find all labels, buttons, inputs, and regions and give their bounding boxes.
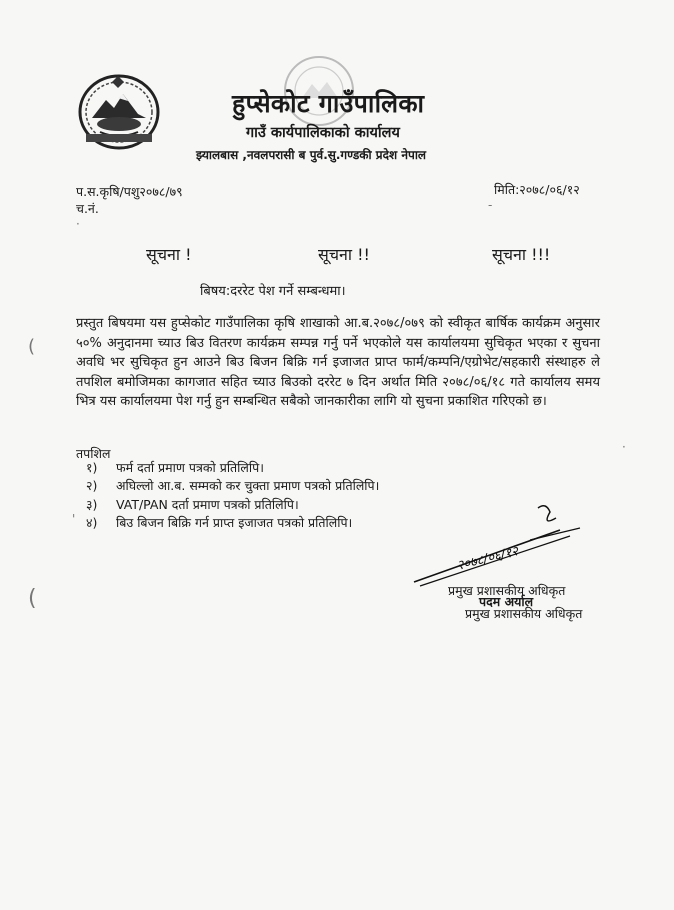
- attachments-heading: तपशिल: [76, 446, 111, 461]
- attachments-list: [86, 459, 379, 532]
- scan-dot: ·: [622, 440, 626, 454]
- dispatch-number: च.नं.: [76, 201, 99, 216]
- signatory-name: पदम अर्याल: [479, 594, 534, 609]
- signature-date: २०७८/०६/१२: [455, 544, 520, 574]
- subject-line: बिषय:दररेट पेश गर्ने सम्बन्धमा।: [200, 284, 346, 299]
- notice-heading-3: सूचना !!!: [492, 245, 551, 264]
- office-address: झ्यालबास ,नवलपरासी ब पुर्व.सु.गण्डकी प्रदेश नेपाल: [196, 148, 427, 162]
- signatory-title: प्रमुख प्रशासकीय अधिकृत: [465, 606, 583, 621]
- list-item: २) अघिल्लो आ.ब. सम्मको कर चुक्ता प्रमाण पत्रको प्रतिलिपि।: [86, 478, 380, 494]
- scan-dot: -: [488, 198, 493, 212]
- notice-heading-2: सूचना !!: [318, 245, 370, 264]
- handwritten-signature: [410, 500, 590, 590]
- office-title: हुप्सेकोट गाउँपालिका: [232, 89, 425, 118]
- scan-dot: ': [72, 512, 76, 526]
- list-item: १) फर्म दर्ता प्रमाण पत्रको प्रतिलिपि।: [86, 460, 264, 475]
- scan-dot: ·: [76, 217, 80, 231]
- punch-mark: (: [28, 586, 37, 611]
- nepal-emblem-icon: [78, 74, 160, 150]
- signatory-title-handwritten: प्रमुख प्रशासकीय अधिकृत: [448, 583, 566, 598]
- letter-date: मिति:२०७८/०६/१२: [494, 182, 580, 197]
- office-subtitle: गाउँ कार्यपालिकाको कार्यालय: [246, 125, 400, 141]
- notice-heading-1: सूचना !: [146, 245, 192, 264]
- list-item: ३) VAT/PAN दर्ता प्रमाण पत्रको प्रतिलिपि।: [86, 496, 299, 512]
- list-item: ४) बिउ बिजन बिक्रि गर्न प्राप्त इजाजत पत्रको प्रतिलिपि।: [86, 514, 353, 530]
- punch-mark: (: [28, 336, 36, 357]
- body-paragraph: प्रस्तुत बिषयमा यस हुप्सेकोट गाउँपालिका कृषि शाखाको आ.ब.२०७८/०७९ को स्वीकृत बार्षिक कार्यक्रम अनुसार ५०% अनुदानमा च्याउ बिउ वितरण कार्यक्रम सम्पन्न गर्नु पर्ने भएकोले यस कार्यालयमा सुचिकृत भएका र सुचना अवधि भर सुचिकृत हुन आउने बिउ बिजन बिक्रि गर्न इजाजत प्राप्त फार्म/कम्पनि/एग्रोभेट/सहकारी संस्थाहरु ले तपशिल बमोजिमका कागजात सहित च्याउ बिउको दररेट ७ दिन अर्थात मिति २०७८/०६/१८ गते कार्यालय समय भित्र यस कार्यालयमा पेश गर्नु हुन सम्बन्धित सबैको जानकारीका लागि यो सुचना प्रकाशित गरिएको छ।: [76, 316, 600, 410]
- reference-number: प.स.कृषि/पशु२०७८/७९: [76, 184, 183, 199]
